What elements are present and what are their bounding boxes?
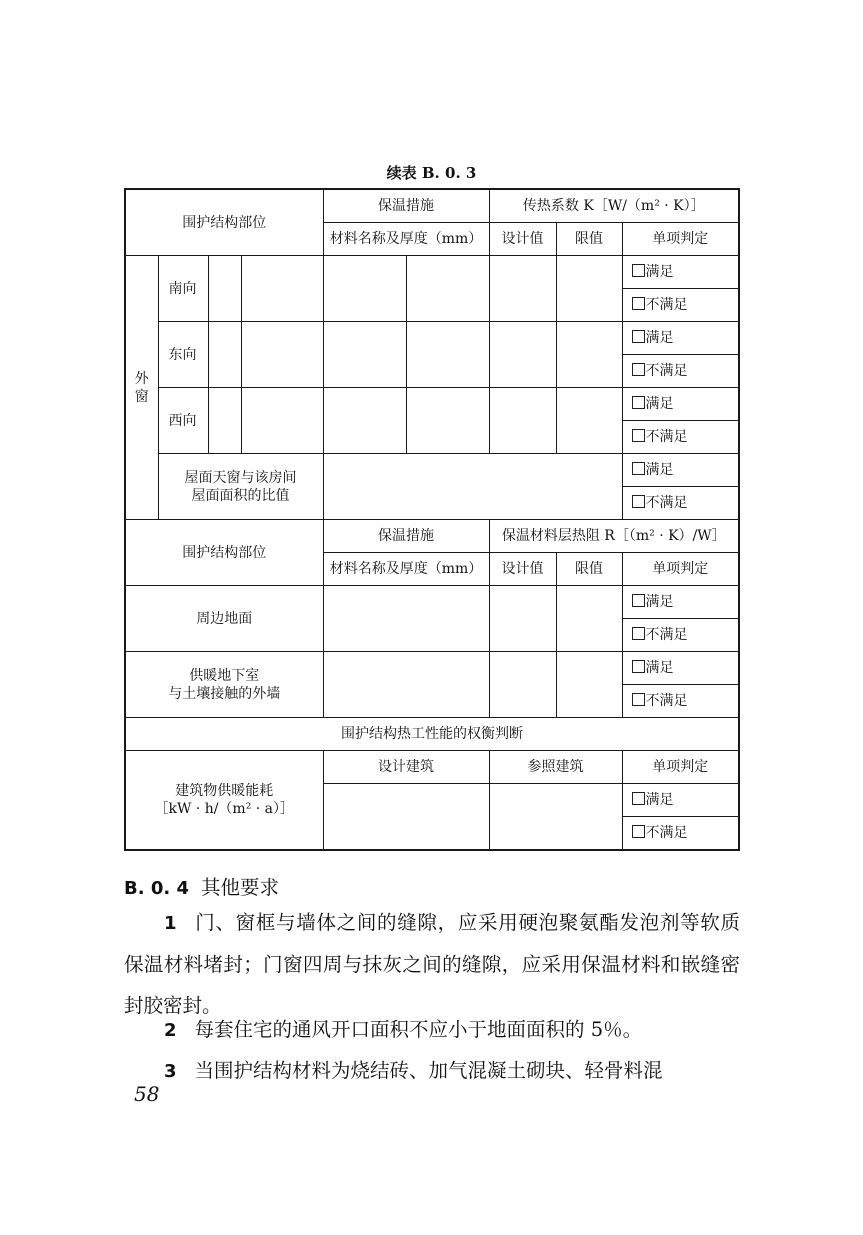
checkbox-icon[interactable] — [632, 792, 645, 805]
check-satisfied[interactable]: 满足 — [622, 256, 739, 289]
header-insulation: 保温措施 — [323, 189, 489, 223]
check-satisfied[interactable]: 满足 — [622, 388, 739, 421]
check-satisfied[interactable]: 满足 — [622, 586, 739, 619]
header-design-value-2: 设计值 — [489, 553, 556, 586]
checkbox-icon[interactable] — [632, 627, 645, 640]
check-not-satisfied[interactable]: 不满足 — [622, 355, 739, 388]
check-not-satisfied[interactable]: 不满足 — [622, 289, 739, 322]
header-single-judgment-3: 单项判定 — [622, 751, 739, 784]
check-satisfied[interactable]: 满足 — [622, 784, 739, 817]
header-material-2: 材料名称及厚度（mm） — [323, 553, 489, 586]
tradeoff-title: 围护结构热工性能的权衡判断 — [125, 718, 739, 751]
check-not-satisfied[interactable]: 不满足 — [622, 421, 739, 454]
header-design-value: 设计值 — [489, 223, 556, 256]
checkbox-icon[interactable] — [632, 825, 645, 838]
checkbox-icon[interactable] — [632, 363, 645, 376]
header-design-building: 设计建筑 — [323, 751, 489, 784]
header-enclosure-part-2: 围护结构部位 — [125, 520, 323, 586]
row-west: 西向 — [158, 388, 208, 454]
section-heading: B. 0. 4 其他要求 — [124, 876, 279, 899]
header-k-value: 传热系数 K［W/（m² · K）］ — [489, 189, 739, 223]
check-not-satisfied[interactable]: 不满足 — [622, 487, 739, 520]
checkbox-icon[interactable] — [632, 594, 645, 607]
table-caption: 续表 B. 0. 3 — [386, 164, 477, 182]
header-reference-building: 参照建筑 — [489, 751, 622, 784]
row-south: 南向 — [158, 256, 208, 322]
paragraph-1: 1 门、窗框与墙体之间的缝隙，应采用硬泡聚氨酯发泡剂等软质保温材料堵封；门窗四周与抹灰之间的缝隙，应采用保温材料和嵌缝密封胶密封。 — [124, 911, 740, 1017]
check-not-satisfied[interactable]: 不满足 — [622, 817, 739, 851]
checkbox-icon[interactable] — [632, 396, 645, 409]
header-material: 材料名称及厚度（mm） — [323, 223, 489, 256]
check-not-satisfied[interactable]: 不满足 — [622, 619, 739, 652]
paragraph-2: 2 每套住宅的通风开口面积不应小于地面面积的 5％。 — [164, 1018, 643, 1041]
checkbox-icon[interactable] — [632, 297, 645, 310]
checkbox-icon[interactable] — [632, 693, 645, 706]
exterior-window-label: 外窗 — [125, 256, 158, 520]
header-insulation-2: 保温措施 — [323, 520, 489, 553]
checkbox-icon[interactable] — [632, 429, 645, 442]
page-number: 58 — [134, 1082, 160, 1106]
checkbox-icon[interactable] — [632, 462, 645, 475]
thermal-performance-table — [124, 188, 740, 851]
row-skylight-ratio: 屋面天窗与该房间 屋面面积的比值 — [158, 454, 323, 520]
paragraph-3: 3 当围护结构材料为烧结砖、加气混凝土砌块、轻骨料混 — [164, 1059, 663, 1082]
header-single-judgment-2: 单项判定 — [622, 553, 739, 586]
header-limit-2: 限值 — [556, 553, 622, 586]
checkbox-icon[interactable] — [632, 330, 645, 343]
row-heated-basement: 供暖地下室 与土壤接触的外墙 — [125, 652, 323, 718]
row-east: 东向 — [158, 322, 208, 388]
header-r-value: 保温材料层热阻 R［（m² · K）/W］ — [489, 520, 739, 553]
check-satisfied[interactable]: 满足 — [622, 652, 739, 685]
header-limit: 限值 — [556, 223, 622, 256]
checkbox-icon[interactable] — [632, 264, 645, 277]
header-single-judgment: 单项判定 — [622, 223, 739, 256]
checkbox-icon[interactable] — [632, 495, 645, 508]
header-enclosure-part: 围护结构部位 — [125, 189, 323, 256]
check-not-satisfied[interactable]: 不满足 — [622, 685, 739, 718]
check-satisfied[interactable]: 满足 — [622, 322, 739, 355]
row-heating-energy: 建筑物供暖能耗 ［kW · h/（m² · a）］ — [125, 751, 323, 851]
row-perimeter-ground: 周边地面 — [125, 586, 323, 652]
checkbox-icon[interactable] — [632, 660, 645, 673]
check-satisfied[interactable]: 满足 — [622, 454, 739, 487]
